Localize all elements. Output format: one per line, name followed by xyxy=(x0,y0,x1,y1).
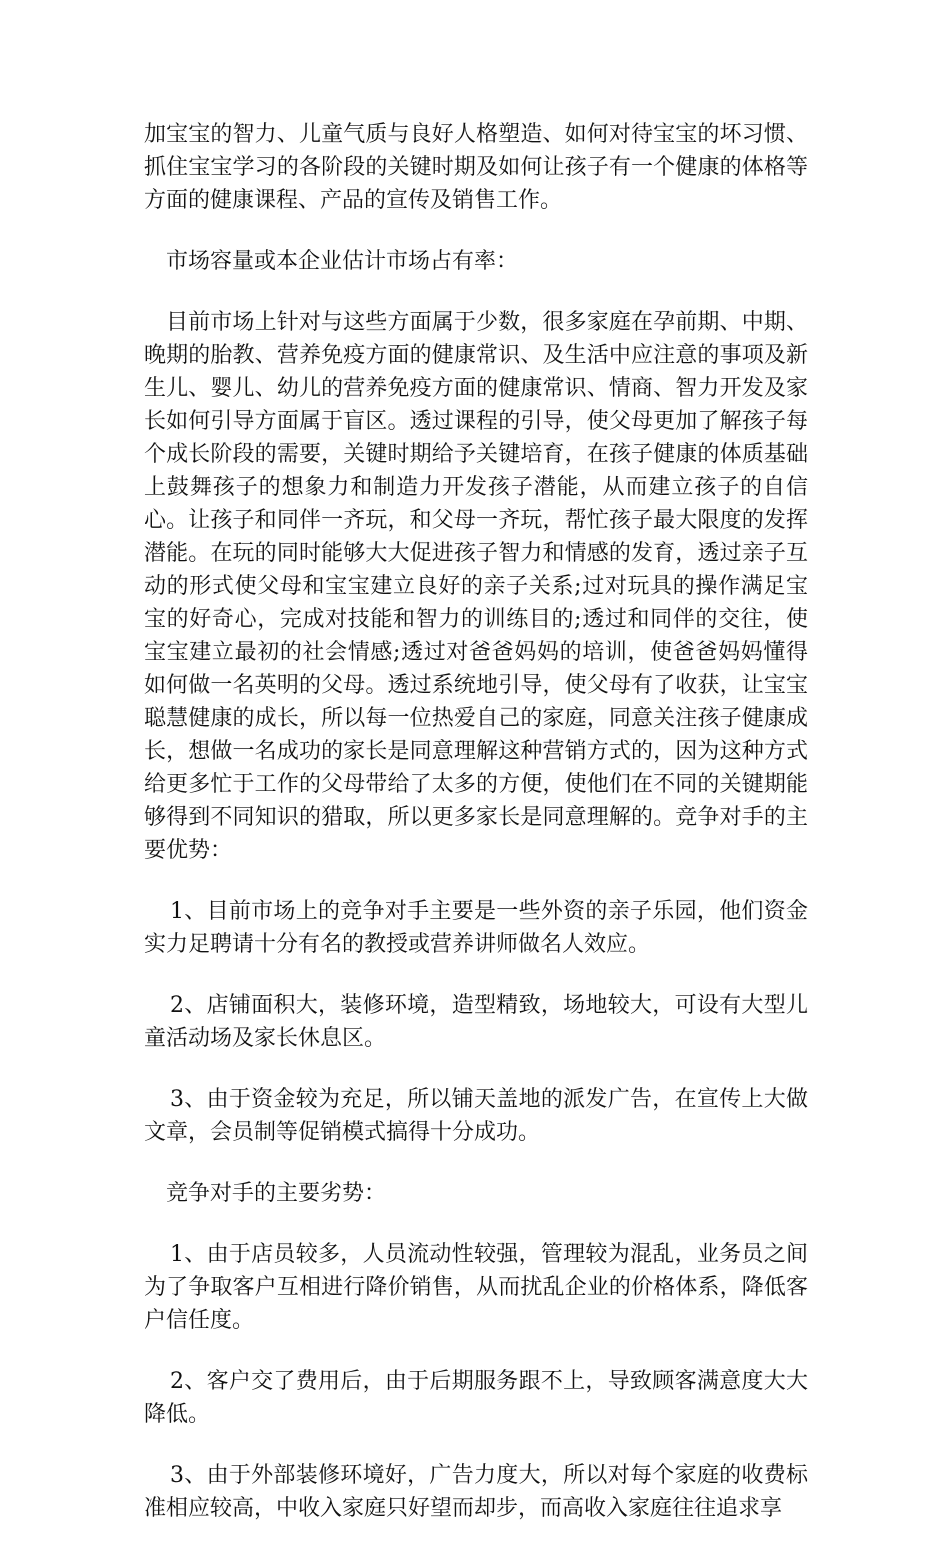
document-body xyxy=(144,118,808,1553)
paragraph-competitor-weakness-2: 2、客户交了费用后，由于后期服务跟不上，导致顾客满意度大大降低。 xyxy=(144,1369,808,1427)
paragraph-competitor-strength-2: 2、店铺面积大，装修环境，造型精致，场地较大，可设有大型儿童活动场及家长休息区。 xyxy=(144,993,808,1051)
paragraph-intro-continued: 加宝宝的智力、儿童气质与良好人格塑造、如何对待宝宝的坏习惯、抓住宝宝学习的各阶段的关键时期及如何让孩子有一个健康的体格等方面的健康课程、产品的宣传及销售工作。 xyxy=(144,122,808,213)
paragraph-competitor-strength-1: 1、目前市场上的竞争对手主要是一些外资的亲子乐园，他们资金实力足聘请十分有名的教授或营养讲师做名人效应。 xyxy=(144,899,808,957)
paragraph-market-capacity-heading: 市场容量或本企业估计市场占有率： xyxy=(166,249,519,274)
paragraph-market-analysis: 目前市场上针对与这些方面属于少数，很多家庭在孕前期、中期、晚期的胎教、营养免疫方面的健康常识、及生活中应注意的事项及新生儿、婴儿、幼儿的营养免疫方面的健康常识、情商、智力开发及家长如何引导方面属于盲区。透过课程的引导，使父母更加了解孩子每个成长阶段的需要，关键时期给予关键培育，在孩子健康的体质基础上鼓舞孩子的想象力和制造力开发孩子潜能，从而建立孩子的自信心。让孩子和同伴一齐玩，和父母一齐玩，帮忙孩子最大限度的发挥潜能。在玩的同时能够大大促进孩子智力和情感的发育，透过亲子互动的形式使父母和宝宝建立良好的亲子关系;过对玩具的操作满足宝宝的好奇心，完成对技能和智力的训练目的;透过和同伴的交往，使宝宝建立最初的社会情感;透过对爸爸妈妈的培训，使爸爸妈妈懂得如何做一名英明的父母。透过系统地引导，使父母有了收获，让宝宝聪慧健康的成长，所以每一位热爱自己的家庭，同意关注孩子健康成长，想做一名成功的家长是同意理解这种营销方式的，因为这种方式给更多忙于工作的父母带给了太多的方便，使他们在不同的关键期能够得到不同知识的猎取，所以更多家长是同意理解的。竞争对手的主要优势： xyxy=(144,310,808,863)
paragraph-competitor-weakness-1: 1、由于店员较多，人员流动性较强，管理较为混乱，业务员之间为了争取客户互相进行降价销售，从而扰乱企业的价格体系，降低客户信任度。 xyxy=(144,1242,808,1333)
paragraph-competitor-strength-3: 3、由于资金较为充足，所以铺天盖地的派发广告，在宣传上大做文章，会员制等促销模式搞得十分成功。 xyxy=(144,1087,808,1145)
paragraph-competitor-weakness-3: 3、由于外部装修环境好，广告力度大，所以对每个家庭的收费标准相应较高，中收入家庭只好望而却步，而高收入家庭往往追求享 xyxy=(144,1463,808,1521)
paragraph-competitor-weakness-heading: 竞争对手的主要劣势： xyxy=(166,1181,387,1206)
